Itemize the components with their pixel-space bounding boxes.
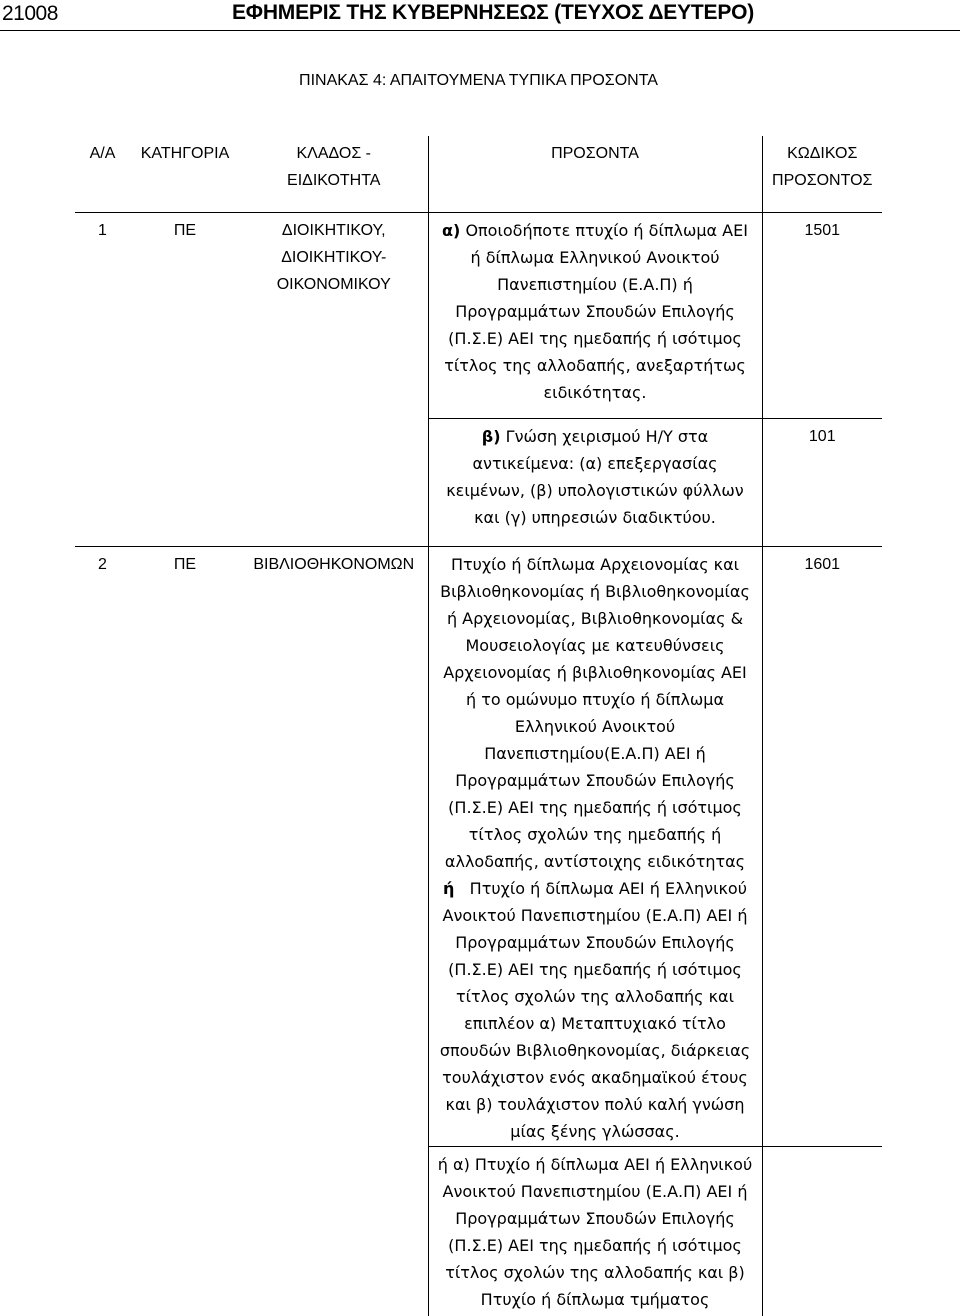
row-1-branch: ΔΙΟΙΚΗΤΙΚΟΥ, ΔΙΟΙΚΗΤΙΚΟΥ- ΟΙΚΟΝΟΜΙΚΟΥ [240, 212, 428, 546]
page-header [0, 0, 960, 31]
table-header-row [75, 136, 882, 212]
row-2-qualification-a: Πτυχίο ή δίπλωμα Αρχειονομίας και Βιβλιοθηκονομίας ή Βιβλιοθηκονομίας ή Αρχειονομίας, Βιβλιοθηκονομίας & Μουσειολογίας με κατευθύνσεις Αρχειονομίας ή βιβλιοθηκονομίας ΑΕΙ ή το ομώνυμο πτυχίο ή δίπλωμα Ελληνικού Ανοικτού Πανεπιστημίου(Ε.Α.Π) ΑΕΙ ή Προγραμμάτων Σπουδών Επιλογής (Π.Σ.Ε) ΑΕΙ της ημεδαπής ή ισότιμος τίτλος σχολών της ημεδαπής ή αλλοδαπής, αντίστοιχης ειδικότητας ή Πτυχίο ή δίπλωμα ΑΕΙ ή Ελληνικού Ανοικτού Πανεπιστημίου (Ε.Α.Π) ΑΕΙ ή Προγραμμάτων Σπουδών Επιλογής (Π.Σ.Ε) ΑΕΙ της ημεδαπής ή ισότιμος τίτλος σχολών της αλλοδαπής και επιπλέον α) Μεταπτυχιακό τίτλο σπουδών Βιβλιοθηκονομίας, διάρκειας τουλάχιστον ενός ακαδημαϊκού έτους και β) τουλάχιστον πολύ καλή γνώση μίας ξένης γλώσσας. [428, 546, 762, 1146]
row-2-code-a: 1601 [762, 546, 882, 1146]
table-row-2 [75, 546, 882, 1146]
gazette-title: ΕΦΗΜΕΡΙΣ ΤΗΣ ΚΥΒΕΡΝΗΣΕΩΣ (ΤΕΥΧΟΣ ΔΕΥΤΕΡΟ) [232, 1, 755, 24]
row-2-qualification-b: ή α) Πτυχίο ή δίπλωμα ΑΕΙ ή Ελληνικού Ανοικτού Πανεπιστημίου (Ε.Α.Π) ΑΕΙ ή Προγραμμάτων Σπουδών Επιλογής (Π.Σ.Ε) ΑΕΙ της ημεδαπής ή ισότιμος τίτλος σχολών της αλλοδαπής και β) Πτυχίο ή δίπλωμα τμήματος [428, 1146, 762, 1316]
header-branch: ΚΛΑΔΟΣ - ΕΙΔΙΚΟΤΗΤΑ [240, 136, 428, 212]
header-qualifications: ΠΡΟΣΟΝΤΑ [428, 136, 762, 212]
row-2-aa: 2 [75, 546, 130, 1316]
row-2-branch: ΒΙΒΛΙΟΘΗΚΟΝΟΜΩΝ [240, 546, 428, 1316]
row-1-qualification-b: β) Γνώση χειρισμού Η/Υ στα αντικείμενα: (α) επεξεργασίας κειμένων, (β) υπολογιστικών φύλλων και (γ) υπηρεσιών διαδικτύου. [428, 418, 762, 546]
row-1-aa: 1 [75, 212, 130, 546]
row-2-code-b [762, 1146, 882, 1316]
row-2-category: ΠΕ [130, 546, 240, 1316]
table-title: ΠΙΝΑΚΑΣ 4: ΑΠΑΙΤΟΥΜΕΝΑ ΤΥΠΙΚΑ ΠΡΟΣΟΝΤΑ [299, 72, 658, 89]
header-category: ΚΑΤΗΓΟΡΙΑ [140, 145, 230, 162]
page-number: 21008 [2, 2, 58, 25]
table-row-1 [75, 212, 882, 418]
row-1-code-a: 1501 [762, 212, 882, 418]
header-code: ΚΩΔΙΚΟΣ ΠΡΟΣΟΝΤΟΣ [772, 145, 873, 189]
row-1-category: ΠΕ [130, 212, 240, 546]
header-aa: Α/Α [89, 145, 116, 162]
qualifications-table [75, 136, 882, 1316]
row-1-code-b: 101 [762, 418, 882, 546]
row-1-qualification-a: α) Οποιοδήποτε πτυχίο ή δίπλωμα ΑΕΙ ή δίπλωμα Ελληνικού Ανοικτού Πανεπιστημίου (Ε.Α.Π) ή Προγραμμάτων Σπουδών Επιλογής (Π.Σ.Ε) ΑΕΙ της ημεδαπής ή ισότιμος τίτλος της αλλοδαπής, ανεξαρτήτως ειδικότητας. [428, 212, 762, 418]
